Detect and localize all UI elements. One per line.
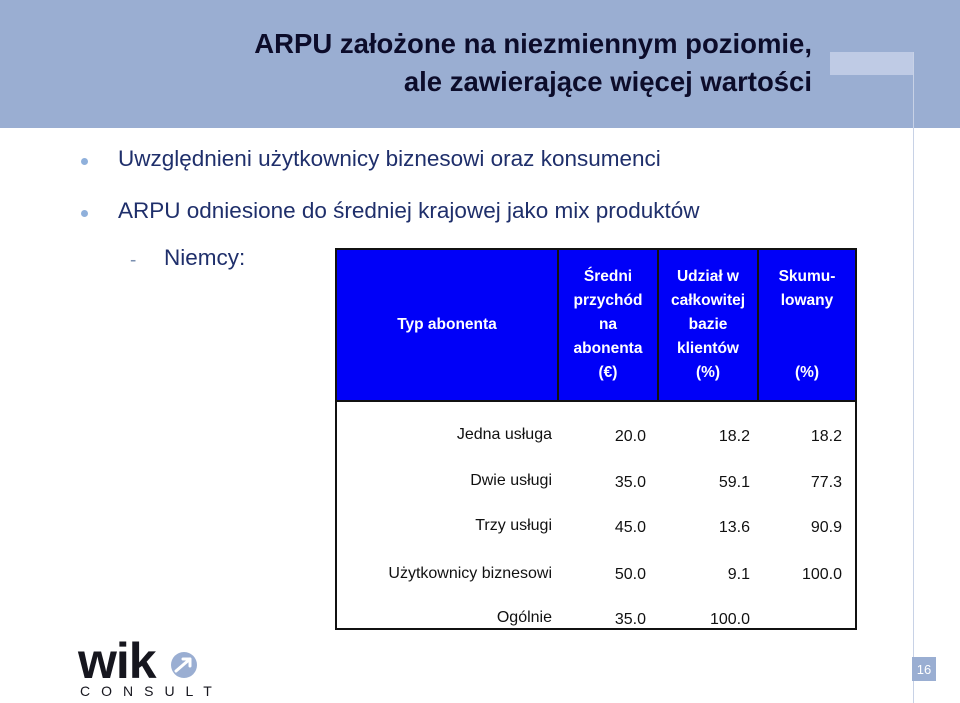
table-cell-cumulative: 90.9 bbox=[810, 519, 842, 536]
table-cell-avg: 20.0 bbox=[614, 428, 646, 445]
slide-title-line-2: ale zawierające więcej wartości bbox=[403, 66, 812, 97]
table-row-label: Jedna usługa bbox=[456, 426, 552, 443]
table-row-label: Dwie usługi bbox=[470, 472, 552, 489]
page-number: 16 bbox=[912, 657, 936, 681]
table-cell-avg: 35.0 bbox=[614, 474, 646, 491]
header-average-revenue: Średni przychód na abonenta (€) bbox=[573, 268, 643, 381]
right-divider-line bbox=[913, 52, 914, 703]
bullet-1: Uwzględnieni użytkownicy biznesowi oraz konsumenci bbox=[118, 146, 661, 171]
table-row-label: Ogólnie bbox=[496, 609, 552, 626]
table-cell-avg: 50.0 bbox=[614, 566, 646, 583]
table-cell-share: 59.1 bbox=[718, 474, 750, 491]
arpu-table bbox=[335, 248, 857, 630]
table-cell-share: 100.0 bbox=[709, 611, 750, 628]
bullet-2: ARPU odniesione do średniej krajowej jako mix produktów bbox=[118, 198, 700, 223]
arrow-logo-icon bbox=[170, 651, 198, 679]
wik-logo: wik bbox=[78, 633, 156, 689]
header-cumulative: Skumu- lowany (%) bbox=[778, 268, 836, 381]
title-accent-bar bbox=[830, 52, 914, 75]
table-cell-cumulative: 77.3 bbox=[810, 474, 842, 491]
table-row-label: Trzy usługi bbox=[475, 517, 552, 534]
table-cell-share: 9.1 bbox=[727, 566, 750, 583]
consult-tagline: CONSULT bbox=[80, 683, 223, 699]
slide-title-line-1: ARPU założone na niezmiennym poziomie, bbox=[254, 28, 812, 59]
table-cell-share: 18.2 bbox=[718, 428, 750, 445]
bullet-dot-icon bbox=[81, 158, 88, 165]
table-cell-cumulative: 18.2 bbox=[810, 428, 842, 445]
table-cell-share: 13.6 bbox=[718, 519, 750, 536]
table-cell-avg: 45.0 bbox=[614, 519, 646, 536]
header-row-divider bbox=[337, 400, 855, 402]
sub-bullet-marker: - bbox=[130, 250, 137, 271]
sub-bullet-germany: Niemcy: bbox=[164, 245, 246, 270]
table-row-label: Użytkownicy biznesowi bbox=[388, 565, 552, 582]
header-customer-share: Udział w całkowitej bazie klientów (%) bbox=[670, 268, 746, 381]
table-cell-cumulative: 100.0 bbox=[801, 566, 842, 583]
title-band bbox=[0, 0, 960, 128]
header-subscriber-type: Typ abonenta bbox=[397, 316, 497, 333]
table-cell-avg: 35.0 bbox=[614, 611, 646, 628]
bullet-dot-icon bbox=[81, 210, 88, 217]
